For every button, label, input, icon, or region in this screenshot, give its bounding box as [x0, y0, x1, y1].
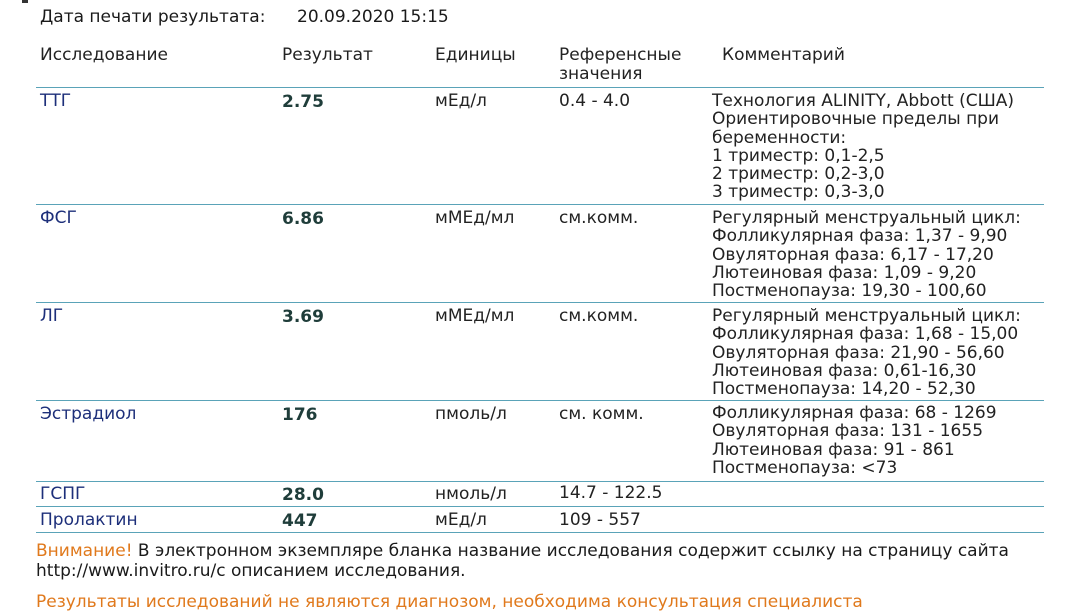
reference-value: 14.7 - 122.5 [559, 483, 663, 503]
row-divider [36, 400, 1044, 401]
row-divider [36, 302, 1044, 303]
reference-value: см. комм. [559, 404, 644, 424]
reference-value: см.комм. [559, 208, 639, 228]
column-header-test: Исследование [40, 45, 168, 65]
site-link[interactable]: http://www.invitro.ru/ [36, 561, 217, 581]
result-value: 6.86 [282, 209, 324, 229]
top-edge-mark [22, 0, 28, 3]
result-value: 176 [282, 405, 318, 425]
units-value: мМЕд/мл [435, 306, 515, 326]
print-date-label: Дата печати результата: [40, 7, 266, 27]
column-header-reference: Референсные значения [559, 45, 682, 84]
units-value: пмоль/л [435, 404, 507, 424]
result-value: 3.69 [282, 307, 324, 327]
print-date-value: 20.09.2020 15:15 [297, 7, 449, 27]
row-divider [36, 532, 1044, 533]
units-value: мЕд/л [435, 510, 487, 530]
warning-text-2: с описанием исследования. [216, 561, 466, 581]
reference-value: 109 - 557 [559, 510, 641, 530]
result-value: 447 [282, 511, 318, 531]
comment-text: Фолликулярная фаза: 68 - 1269 Овуляторная фаза: 131 - 1655 Лютеиновая фаза: 91 - 861 Постменопауза: <73 [712, 403, 997, 478]
test-name-link[interactable]: Пролактин [40, 510, 138, 530]
units-value: мЕд/л [435, 91, 487, 111]
warning-line-2 [36, 562, 466, 581]
reference-value: см.комм. [559, 306, 639, 326]
units-value: нмоль/л [435, 484, 507, 504]
test-name-link[interactable]: ЛГ [40, 306, 64, 326]
test-name-link[interactable]: ГСПГ [40, 484, 86, 504]
row-divider [36, 87, 1044, 88]
result-value: 2.75 [282, 92, 324, 112]
comment-text: Регулярный менструальный цикл: Фолликулярная фаза: 1,68 - 15,00 Овуляторная фаза: 21,90 - 56,60 Лютеиновая фаза: 0,61-16,30 Постменопауза: 14,20 - 52,30 [712, 306, 1021, 400]
comment-text: Технология ALINITY, Abbott (США) Ориентировочные пределы при беременности: 1 триместр: 0,1-2,5 2 триместр: 0,2-3,0 3 триместр: 0,3-3,0 [712, 91, 1015, 203]
reference-value: 0.4 - 4.0 [559, 91, 631, 111]
row-divider [36, 481, 1044, 482]
test-name-link[interactable]: ФСГ [40, 208, 77, 228]
disclaimer-text: Результаты исследований не являются диагнозом, необходима консультация специалиста [36, 592, 863, 612]
test-name-link[interactable]: ТТГ [40, 91, 72, 111]
units-value: мМЕд/мл [435, 208, 515, 228]
comment-text: Регулярный менструальный цикл: Фолликулярная фаза: 1,37 - 9,90 Овуляторная фаза: 6,17 - 17,20 Лютеиновая фаза: 1,09 - 9,20 Постменопауза: 19,30 - 100,60 [712, 208, 1021, 302]
row-divider [36, 506, 1044, 507]
warning-title: Внимание! [36, 541, 133, 561]
row-divider [36, 204, 1044, 205]
column-header-units: Единицы [435, 45, 516, 65]
column-header-result: Результат [282, 45, 373, 65]
result-value: 28.0 [282, 485, 324, 505]
warning-line [36, 542, 1009, 561]
test-name-link[interactable]: Эстрадиол [40, 404, 137, 424]
warning-text: В электронном экземпляре бланка название исследования содержит ссылку на страницу сайта [132, 541, 1009, 561]
column-header-comment: Комментарий [722, 45, 845, 65]
